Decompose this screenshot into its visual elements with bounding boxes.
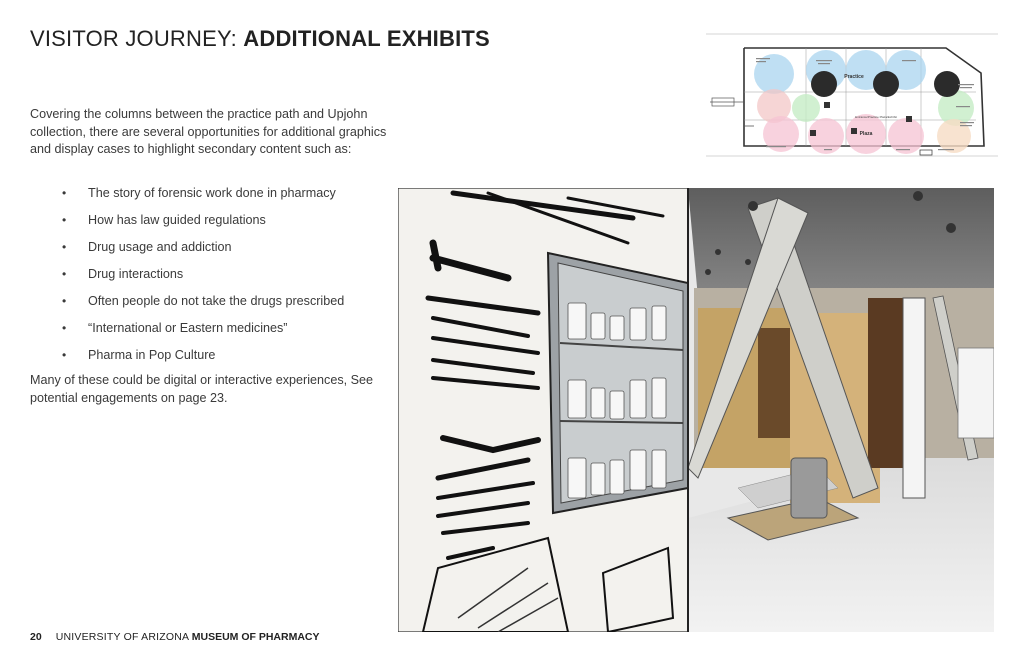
outro-paragraph: Many of these could be digital or interactive experiences, See potential engagements on page 23. (30, 373, 374, 405)
bullet-text: The story of forensic work done in pharmacy (88, 186, 336, 200)
footer-museum: MUSEUM OF PHARMACY (191, 631, 320, 643)
zone-label-practice: Practice (844, 74, 864, 80)
bullet-text: How has law guided regulations (88, 213, 266, 227)
floor-plan-diagram (706, 28, 998, 162)
bullet-glyph: • (62, 321, 67, 335)
page-footer (30, 631, 320, 643)
intro-paragraph: Covering the columns between the practice path and Upjohn collection, there are several opportunities for additional graphics and display cases to highlight secondary content such as: (30, 107, 387, 156)
bullet-glyph: • (62, 267, 67, 281)
list-item (60, 347, 380, 374)
bullet-text: “International or Eastern medicines” (88, 321, 288, 335)
bullet-glyph: • (62, 213, 67, 227)
bullet-glyph: • (62, 240, 67, 254)
footer-university: UNIVERSITY OF ARIZONA (55, 631, 192, 643)
title-prefix: VISITOR JOURNEY: (30, 26, 244, 51)
list-item (60, 293, 380, 320)
list-item (60, 239, 380, 266)
zone-label-plaza: Plaza (859, 131, 873, 137)
list-item (60, 185, 380, 212)
bullet-glyph: • (62, 348, 67, 362)
list-item (60, 266, 380, 293)
bullet-text: Drug usage and addiction (88, 240, 232, 254)
zone-label-plaza-sub: Entrance/Practice Plaza/Exhibit (855, 115, 897, 119)
bullet-text: Often people do not take the drugs prescribed (88, 294, 345, 308)
list-item (60, 212, 380, 239)
page-title (30, 26, 490, 52)
title-bold: ADDITIONAL EXHIBITS (243, 26, 490, 51)
bullet-glyph: • (62, 186, 67, 200)
exhibit-rendering-image (398, 188, 994, 632)
page-number: 20 (30, 631, 42, 643)
bullet-text: Pharma in Pop Culture (88, 348, 216, 362)
bullet-glyph: • (62, 294, 67, 308)
bullet-text: Drug interactions (88, 267, 184, 281)
list-item (60, 320, 380, 347)
bullet-list (60, 185, 380, 374)
